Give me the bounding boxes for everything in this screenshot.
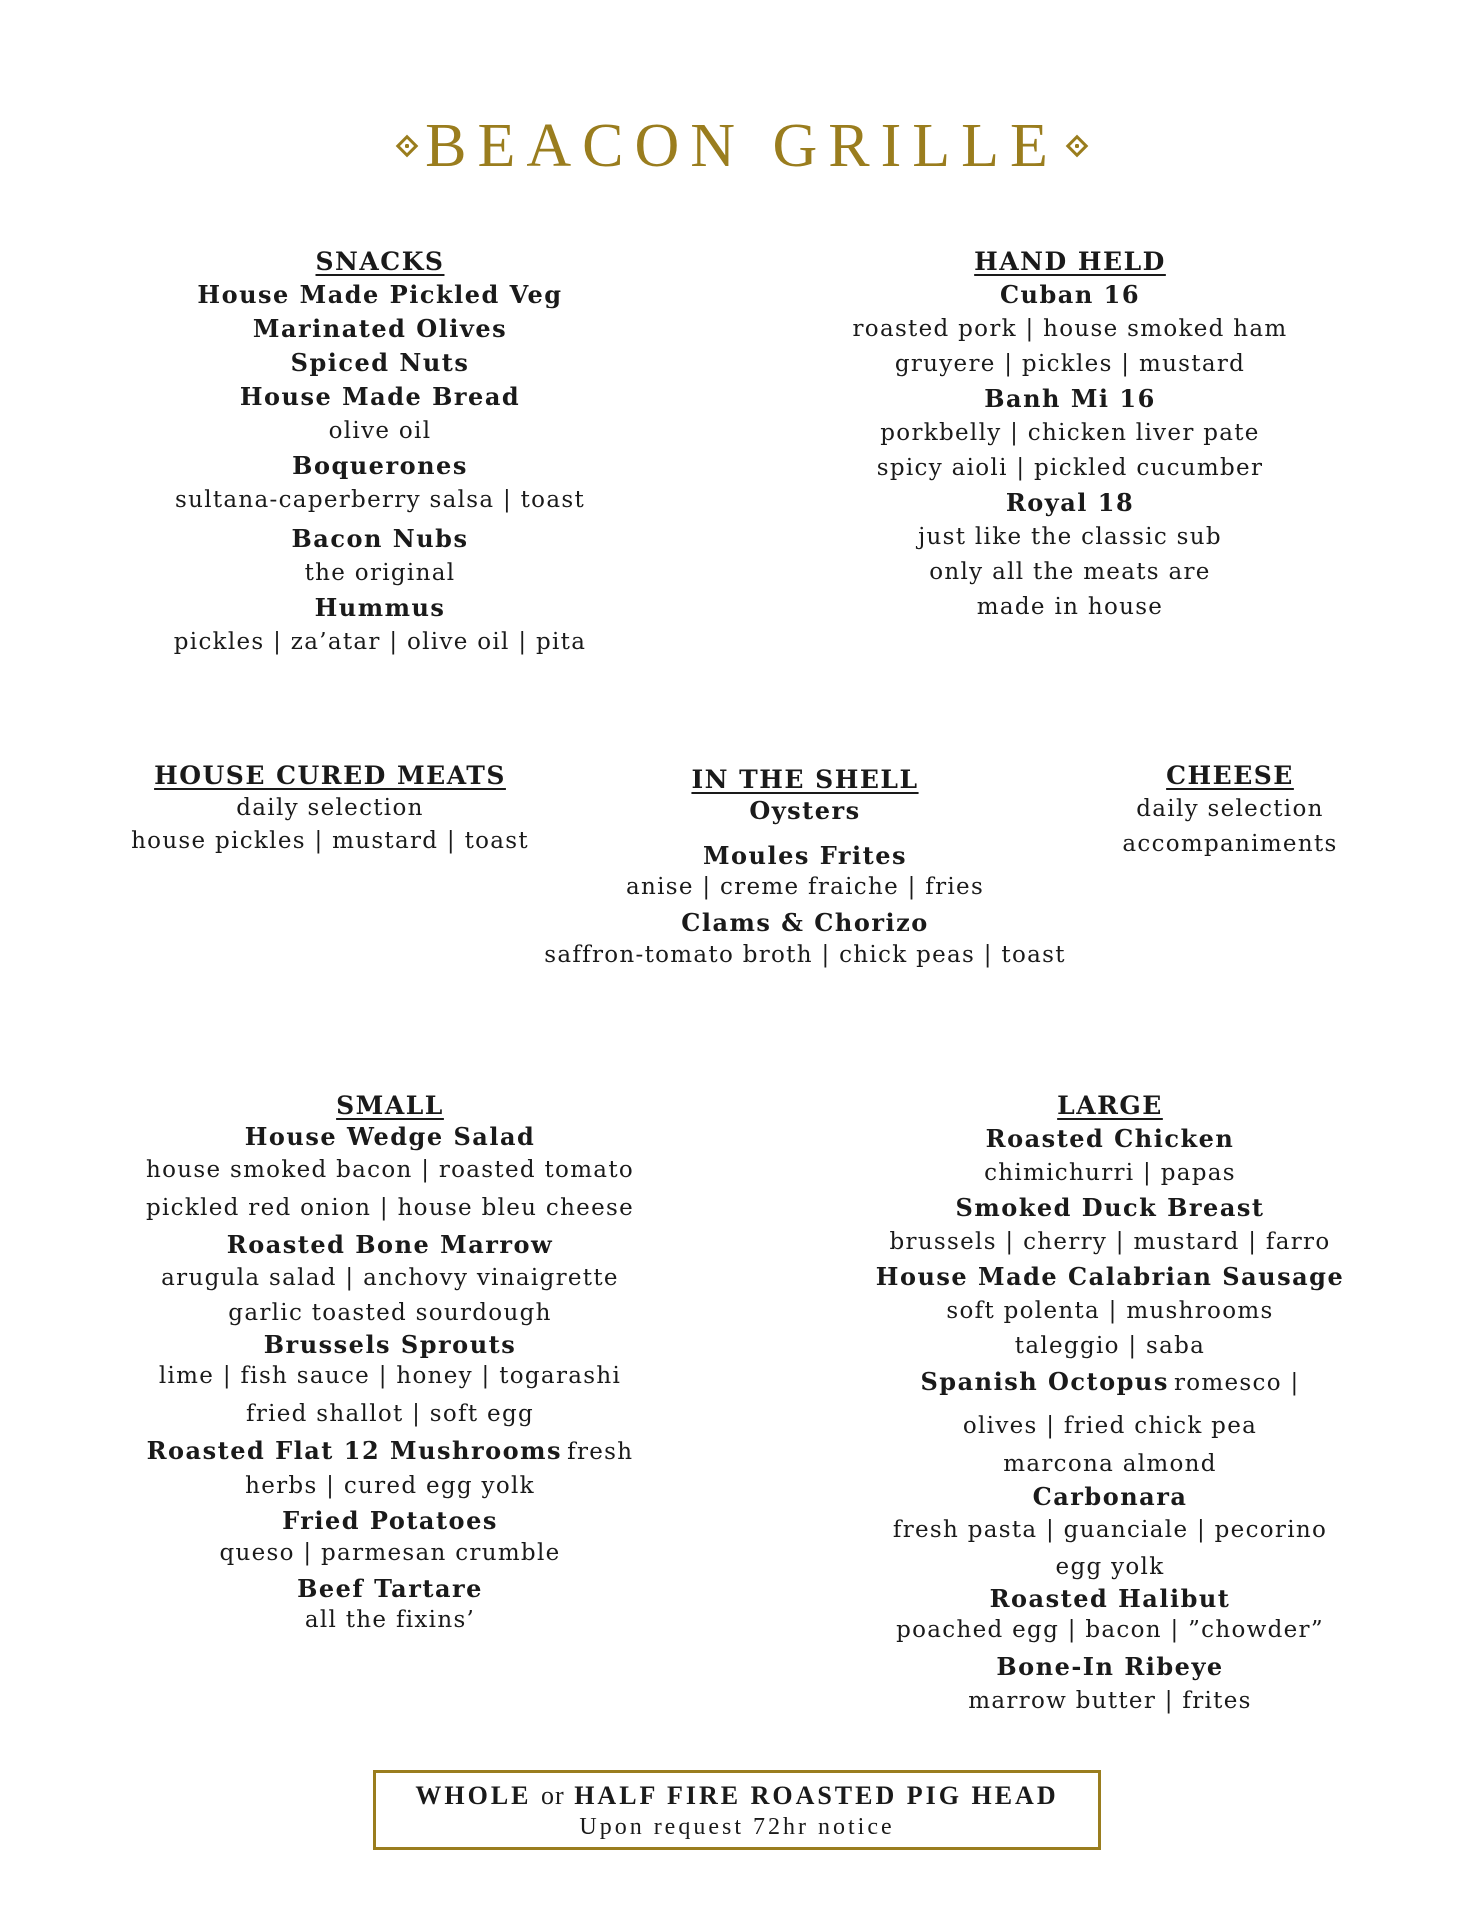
menu-item-description: the original bbox=[304, 560, 456, 586]
menu-item-name: Brussels Sprouts bbox=[263, 1330, 517, 1359]
menu-item-description: accompaniments bbox=[1122, 831, 1338, 857]
menu-item-line bbox=[830, 1364, 1390, 1406]
menu-item-name: Royal 18 bbox=[1005, 488, 1135, 517]
cured-meats-section bbox=[100, 760, 560, 858]
menu-item-description: pickled red onion | house bleu cheese bbox=[145, 1195, 635, 1221]
menu-item-description: marcona almond bbox=[1003, 1451, 1217, 1477]
menu-item-description: anise | creme fraiche | fries bbox=[625, 874, 985, 900]
menu-item-name: House Made Pickled Veg bbox=[197, 280, 563, 309]
menu-item-name: Spiced Nuts bbox=[290, 348, 470, 377]
cheese-section bbox=[1080, 760, 1380, 862]
menu-item-name: Spanish Octopus bbox=[920, 1367, 1169, 1396]
menu-item-name: Marinated Olives bbox=[252, 314, 508, 343]
menu-item-description: taleggio | saba bbox=[1014, 1333, 1206, 1359]
menu-item-description: herbs | cured egg yolk bbox=[245, 1473, 535, 1499]
pig-head-title-or: or bbox=[541, 1781, 565, 1810]
menu-item-name: Roasted Flat 12 Mushrooms bbox=[146, 1436, 563, 1465]
menu-item-name: Boquerones bbox=[292, 451, 468, 480]
section-heading: HOUSE CURED MEATS bbox=[154, 761, 506, 790]
menu-item-description: daily selection bbox=[1136, 796, 1324, 822]
menu-item-description: made in house bbox=[976, 594, 1164, 620]
section-heading: CHEESE bbox=[1166, 761, 1294, 790]
in-the-shell-section bbox=[505, 764, 1105, 970]
large-section bbox=[830, 1090, 1390, 1716]
menu-item-description: porkbelly | chicken liver pate bbox=[880, 420, 1260, 446]
menu-item-description: spicy aioli | pickled cucumber bbox=[876, 455, 1264, 481]
menu-item-description: house pickles | mustard | toast bbox=[131, 828, 529, 854]
menu-item-name: House Made Bread bbox=[239, 382, 521, 411]
menu-item-name: House Wedge Salad bbox=[244, 1122, 536, 1151]
menu-item-name: Beef Tartare bbox=[297, 1574, 483, 1603]
menu-item-line bbox=[120, 1434, 660, 1472]
menu-item-name: Bone-In Ribeye bbox=[996, 1652, 1224, 1681]
menu-item-name: Banh Mi 16 bbox=[984, 384, 1156, 413]
menu-item-description: soft polenta | mushrooms bbox=[946, 1298, 1274, 1324]
pig-head-title-half: HALF FIRE ROASTED PIG HEAD bbox=[574, 1781, 1059, 1810]
menu-item-name: Roasted Chicken bbox=[985, 1124, 1235, 1153]
menu-item-description: saffron-tomato broth | chick peas | toast bbox=[544, 942, 1066, 968]
pig-head-special-box bbox=[373, 1770, 1101, 1850]
menu-item-name: Bacon Nubs bbox=[291, 524, 469, 553]
menu-item-name: Fried Potatoes bbox=[282, 1506, 498, 1535]
pig-head-title-whole: WHOLE bbox=[415, 1781, 532, 1810]
menu-item-name: Smoked Duck Breast bbox=[955, 1193, 1265, 1222]
menu-item-description: pickles | za’atar | olive oil | pita bbox=[173, 629, 587, 655]
snacks-section bbox=[130, 246, 630, 660]
menu-item-description: garlic toasted sourdough bbox=[228, 1300, 552, 1326]
restaurant-name: BEACON GRILLE bbox=[425, 112, 1059, 180]
menu-item-description: romesco | bbox=[1173, 1370, 1300, 1396]
pig-head-title bbox=[376, 1779, 1098, 1813]
menu-item-name: Roasted Bone Marrow bbox=[226, 1230, 554, 1259]
menu-item-description: all the fixins’ bbox=[304, 1607, 476, 1633]
menu-item-description: daily selection bbox=[236, 795, 424, 821]
menu-item-description: gruyere | pickles | mustard bbox=[894, 351, 1246, 377]
menu-item-description: olives | fried chick pea bbox=[962, 1413, 1258, 1439]
menu-item-description: sultana-caperberry salsa | toast bbox=[175, 487, 585, 513]
menu-item-description: queso | parmesan crumble bbox=[219, 1540, 561, 1566]
menu-item-description: fried shallot | soft egg bbox=[246, 1401, 534, 1427]
menu-item-name: House Made Calabrian Sausage bbox=[875, 1262, 1345, 1291]
menu-item-name: Moules Frites bbox=[702, 841, 908, 870]
menu-item-name: Roasted Halibut bbox=[989, 1584, 1231, 1613]
menu-item-description: house smoked bacon | roasted tomato bbox=[145, 1157, 635, 1183]
section-heading: LARGE bbox=[1057, 1091, 1163, 1120]
menu-item-name: Cuban 16 bbox=[999, 280, 1141, 309]
menu-item-description: poached egg | bacon | ”chowder” bbox=[896, 1617, 1324, 1643]
menu-item-description: just like the classic sub bbox=[918, 524, 1222, 550]
menu-item-name: Oysters bbox=[749, 796, 861, 825]
hand-held-section bbox=[820, 246, 1320, 625]
section-heading: IN THE SHELL bbox=[691, 765, 919, 794]
diamond-ornament-icon bbox=[1066, 134, 1089, 157]
menu-item-description: fresh pasta | guanciale | pecorino bbox=[892, 1517, 1328, 1543]
diamond-ornament-icon bbox=[396, 134, 419, 157]
menu-item-description: marrow butter | frites bbox=[968, 1688, 1252, 1714]
pig-head-note: Upon request 72hr notice bbox=[579, 1814, 895, 1840]
section-heading: SMALL bbox=[336, 1091, 444, 1120]
menu-item-name: Clams & Chorizo bbox=[681, 908, 929, 937]
menu-item-description: olive oil bbox=[328, 418, 432, 444]
menu-item-description: fresh bbox=[567, 1439, 634, 1465]
menu-item-description: roasted pork | house smoked ham bbox=[852, 316, 1288, 342]
section-heading: SNACKS bbox=[315, 247, 445, 276]
menu-item-description: egg yolk bbox=[1055, 1554, 1165, 1580]
menu-item-name: Hummus bbox=[314, 593, 446, 622]
menu-item-description: chimichurri | papas bbox=[984, 1160, 1236, 1186]
restaurant-title bbox=[0, 108, 1484, 184]
section-heading: HAND HELD bbox=[974, 247, 1166, 276]
menu-item-description: only all the meats are bbox=[929, 559, 1211, 585]
menu-item-description: brussels | cherry | mustard | farro bbox=[889, 1229, 1331, 1255]
menu-item-description: lime | fish sauce | honey | togarashi bbox=[158, 1363, 622, 1389]
menu-item-name: Carbonara bbox=[1032, 1482, 1188, 1511]
small-section bbox=[120, 1090, 660, 1634]
menu-item-description: arugula salad | anchovy vinaigrette bbox=[161, 1265, 619, 1291]
